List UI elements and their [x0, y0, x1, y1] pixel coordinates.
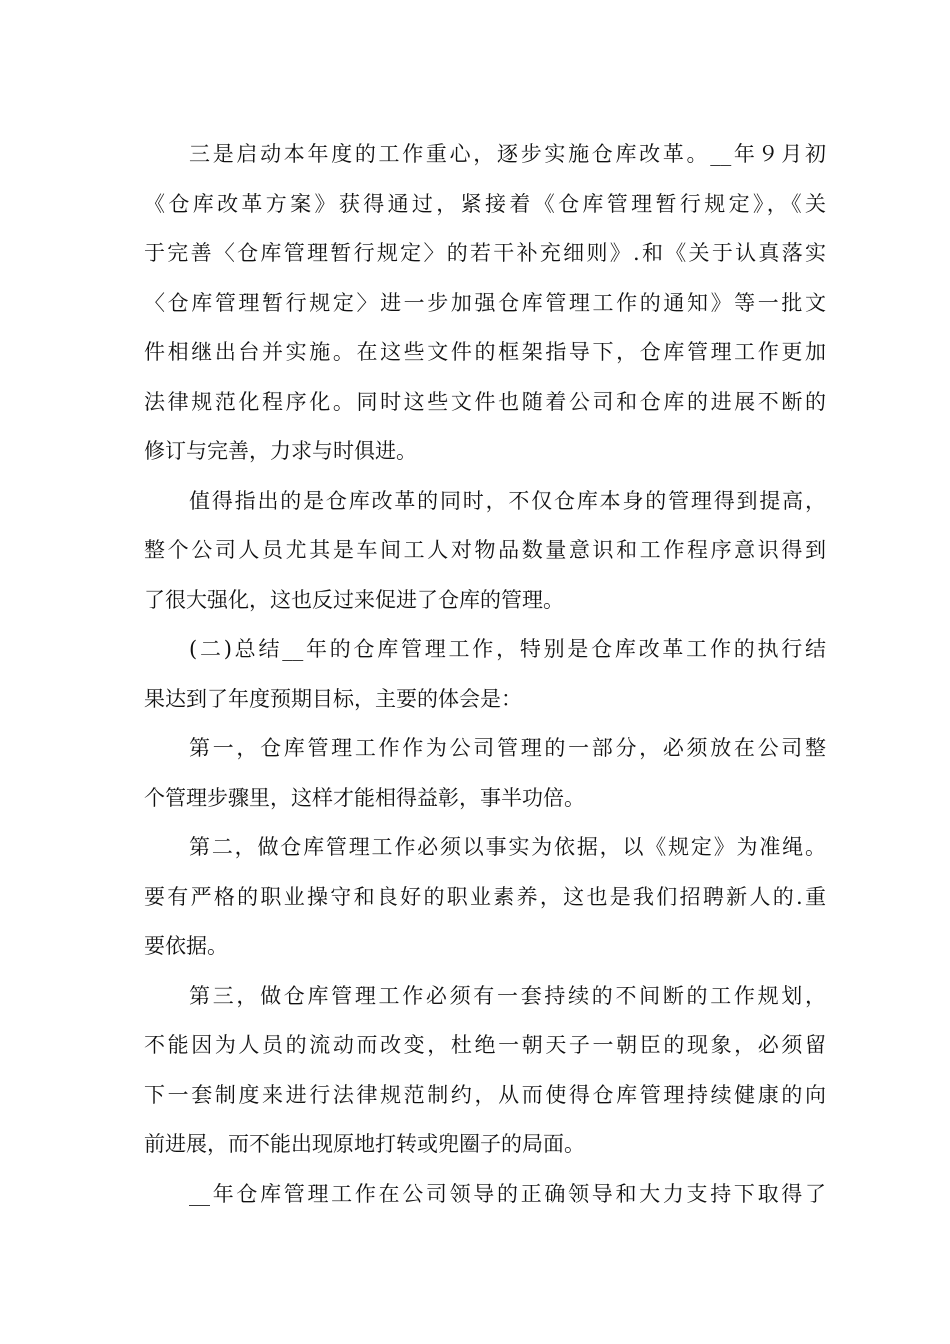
text-line: 法律规范化程序化。同时这些文件也随着公司和仓库的进展不断的 — [144, 389, 826, 414]
paragraph — [144, 1170, 826, 1220]
text-line: 下一套制度来进行法律规范制约，从而使得仓库管理持续健康的向 — [144, 1082, 826, 1107]
text-line: 前进展，而不能出现原地打转或兜圈子的局面。 — [144, 1132, 585, 1156]
text-line: 要依据。 — [144, 934, 228, 958]
text-line: 值得指出的是仓库改革的同时，不仅仓库本身的管理得到提高， — [189, 488, 826, 513]
text-line: 〈仓库管理暂行规定〉进一步加强仓库管理工作的通知》等一批文 — [144, 290, 826, 315]
text-line: 《仓库改革方案》获得通过，紧接着《仓库管理暂行规定》，《关 — [144, 191, 826, 216]
text-line: 要有严格的职业操守和良好的职业素养，这也是我们招聘新人的.重 — [144, 884, 826, 909]
paragraph — [144, 477, 826, 626]
text-line: 三是启动本年度的工作重心，逐步实施仓库改革。__年９月初 — [189, 142, 826, 166]
document-body — [144, 130, 826, 1219]
text-line: 修订与完善，力求与时俱进。 — [144, 439, 417, 463]
paragraph — [144, 625, 826, 724]
text-line: 个管理步骤里，这样才能相得益彰，事半功倍。 — [144, 785, 585, 810]
paragraph — [144, 823, 826, 972]
text-line: __年仓库管理工作在公司领导的正确领导和大力支持下取得了 — [189, 1181, 826, 1206]
text-line: 了很大强化，这也反过来促进了仓库的管理。 — [144, 587, 564, 612]
text-line: 不能因为人员的流动而改变，杜绝一朝天子一朝臣的现象，必须留 — [144, 1033, 826, 1057]
text-line: 整个公司人员尤其是车间工人对物品数量意识和工作程序意识得到 — [144, 538, 826, 562]
paragraph — [144, 724, 826, 823]
paragraph — [144, 972, 826, 1170]
text-line: 第三，做仓库管理工作必须有一套持续的不间断的工作规划， — [189, 983, 826, 1008]
text-line: 件相继出台并实施。在这些文件的框架指导下，仓库管理工作更加 — [144, 340, 826, 364]
text-line: (二)总结__年的仓库管理工作，特别是仓库改革工作的执行结 — [189, 637, 826, 661]
text-line: 第二，做仓库管理工作必须以事实为依据，以《规定》为准绳。 — [189, 835, 826, 859]
text-line: 于完善〈仓库管理暂行规定〉的若干补充细则》.和《关于认真落实 — [144, 241, 826, 265]
text-line: 第一，仓库管理工作作为公司管理的一部分，必须放在公司整 — [189, 736, 826, 760]
paragraph — [144, 130, 826, 477]
text-line: 果达到了年度预期目标，主要的体会是： — [144, 686, 522, 711]
